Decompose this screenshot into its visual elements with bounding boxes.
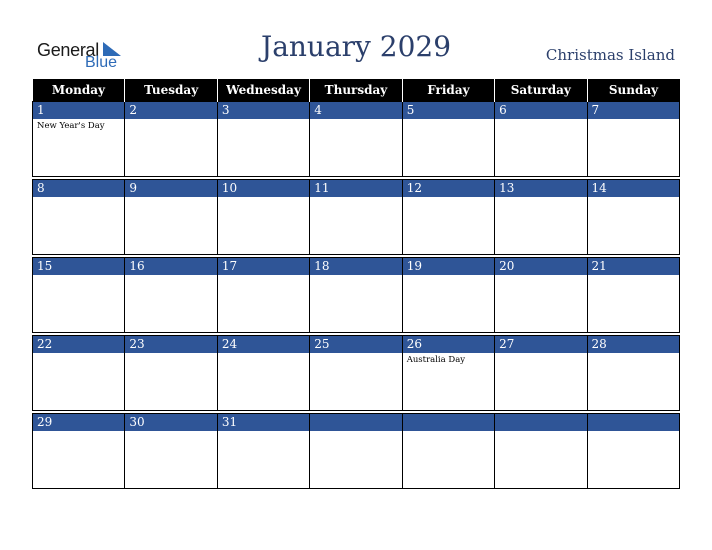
holiday-label — [125, 197, 216, 199]
day-number: 26 — [403, 336, 494, 353]
day-cell — [217, 102, 309, 177]
holiday-label — [310, 353, 401, 355]
day-number: 28 — [588, 336, 679, 353]
day-number: 18 — [310, 258, 401, 275]
day-number: 22 — [33, 336, 124, 353]
day-cell — [587, 336, 679, 411]
day-cell — [402, 414, 494, 489]
day-number — [495, 414, 586, 431]
day-cell — [33, 336, 125, 411]
holiday-label — [310, 197, 401, 199]
holiday-label — [495, 275, 586, 277]
holiday-label — [495, 119, 586, 121]
day-cell — [125, 102, 217, 177]
week-row — [33, 102, 680, 177]
day-cell — [217, 336, 309, 411]
day-cell — [402, 102, 494, 177]
weekday-header-row — [33, 79, 680, 102]
day-cell — [310, 180, 402, 255]
holiday-label — [588, 197, 679, 199]
day-cell — [587, 414, 679, 489]
day-cell — [125, 336, 217, 411]
day-cell — [217, 180, 309, 255]
holiday-label — [125, 275, 216, 277]
holiday-label — [125, 431, 216, 433]
logo-word-blue: Blue — [85, 54, 118, 71]
holiday-label — [218, 353, 309, 355]
day-number: 31 — [218, 414, 309, 431]
day-number: 14 — [588, 180, 679, 197]
day-number: 1 — [33, 102, 124, 119]
weekday-header: Wednesday — [217, 79, 309, 102]
holiday-label — [495, 197, 586, 199]
day-cell — [125, 258, 217, 333]
holiday-label — [33, 353, 124, 355]
holiday-label: New Year's Day — [37, 121, 105, 131]
day-number: 13 — [495, 180, 586, 197]
weekday-header: Thursday — [310, 79, 402, 102]
day-number: 2 — [125, 102, 216, 119]
day-cell — [402, 180, 494, 255]
day-cell — [402, 258, 494, 333]
weekday-header: Tuesday — [125, 79, 217, 102]
day-number: 20 — [495, 258, 586, 275]
day-cell — [217, 258, 309, 333]
logo-word-general: General — [37, 40, 99, 60]
day-number: 3 — [218, 102, 309, 119]
day-number: 16 — [125, 258, 216, 275]
day-number: 6 — [495, 102, 586, 119]
day-cell — [587, 102, 679, 177]
day-cell — [587, 180, 679, 255]
weekday-header: Friday — [402, 79, 494, 102]
day-number — [310, 414, 401, 431]
day-number: 8 — [33, 180, 124, 197]
day-cell — [495, 180, 587, 255]
holiday-label — [218, 431, 309, 433]
day-number: 17 — [218, 258, 309, 275]
week-row — [33, 414, 680, 489]
day-number: 25 — [310, 336, 401, 353]
holiday-label — [310, 275, 401, 277]
holiday-label — [403, 275, 494, 277]
day-cell — [33, 258, 125, 333]
day-number: 12 — [403, 180, 494, 197]
day-number: 21 — [588, 258, 679, 275]
day-cell — [402, 336, 494, 411]
holiday-label — [310, 119, 401, 121]
day-number: 24 — [218, 336, 309, 353]
region-label: Christmas Island — [545, 46, 675, 64]
weekday-header: Monday — [33, 79, 125, 102]
holiday-label — [403, 119, 494, 121]
holiday-label — [33, 431, 124, 433]
holiday-label — [218, 275, 309, 277]
day-cell — [310, 102, 402, 177]
day-cell — [217, 414, 309, 489]
week-row — [33, 180, 680, 255]
page-title: January 2029 — [260, 30, 452, 63]
day-number: 5 — [403, 102, 494, 119]
day-number — [403, 414, 494, 431]
week-row — [33, 336, 680, 411]
holiday-label: Australia Day — [406, 355, 466, 365]
day-cell — [310, 336, 402, 411]
day-cell — [310, 414, 402, 489]
day-number — [588, 414, 679, 431]
day-cell — [495, 336, 587, 411]
holiday-label — [403, 197, 494, 199]
day-number: 19 — [403, 258, 494, 275]
day-cell — [33, 102, 125, 177]
day-cell — [495, 102, 587, 177]
day-number: 11 — [310, 180, 401, 197]
day-number: 9 — [125, 180, 216, 197]
holiday-label — [33, 197, 124, 199]
holiday-label — [310, 431, 401, 433]
day-cell — [33, 180, 125, 255]
day-cell — [587, 258, 679, 333]
month-calendar — [32, 79, 680, 489]
holiday-label — [125, 119, 216, 121]
day-number: 4 — [310, 102, 401, 119]
day-cell — [310, 258, 402, 333]
day-cell — [495, 258, 587, 333]
holiday-label — [588, 353, 679, 355]
holiday-label — [125, 353, 216, 355]
holiday-label — [588, 431, 679, 433]
day-cell — [33, 414, 125, 489]
holiday-label — [218, 197, 309, 199]
holiday-label — [495, 431, 586, 433]
day-number: 7 — [588, 102, 679, 119]
day-cell — [495, 414, 587, 489]
day-number: 27 — [495, 336, 586, 353]
holiday-label — [588, 275, 679, 277]
day-number: 10 — [218, 180, 309, 197]
week-row — [33, 258, 680, 333]
holiday-label — [495, 353, 586, 355]
holiday-label — [588, 119, 679, 121]
day-number: 23 — [125, 336, 216, 353]
weekday-header: Saturday — [495, 79, 587, 102]
holiday-label — [218, 119, 309, 121]
weekday-header: Sunday — [587, 79, 679, 102]
day-number: 15 — [33, 258, 124, 275]
day-cell — [125, 180, 217, 255]
holiday-label — [403, 431, 494, 433]
holiday-label — [33, 275, 124, 277]
day-cell — [125, 414, 217, 489]
day-number: 29 — [33, 414, 124, 431]
day-number: 30 — [125, 414, 216, 431]
